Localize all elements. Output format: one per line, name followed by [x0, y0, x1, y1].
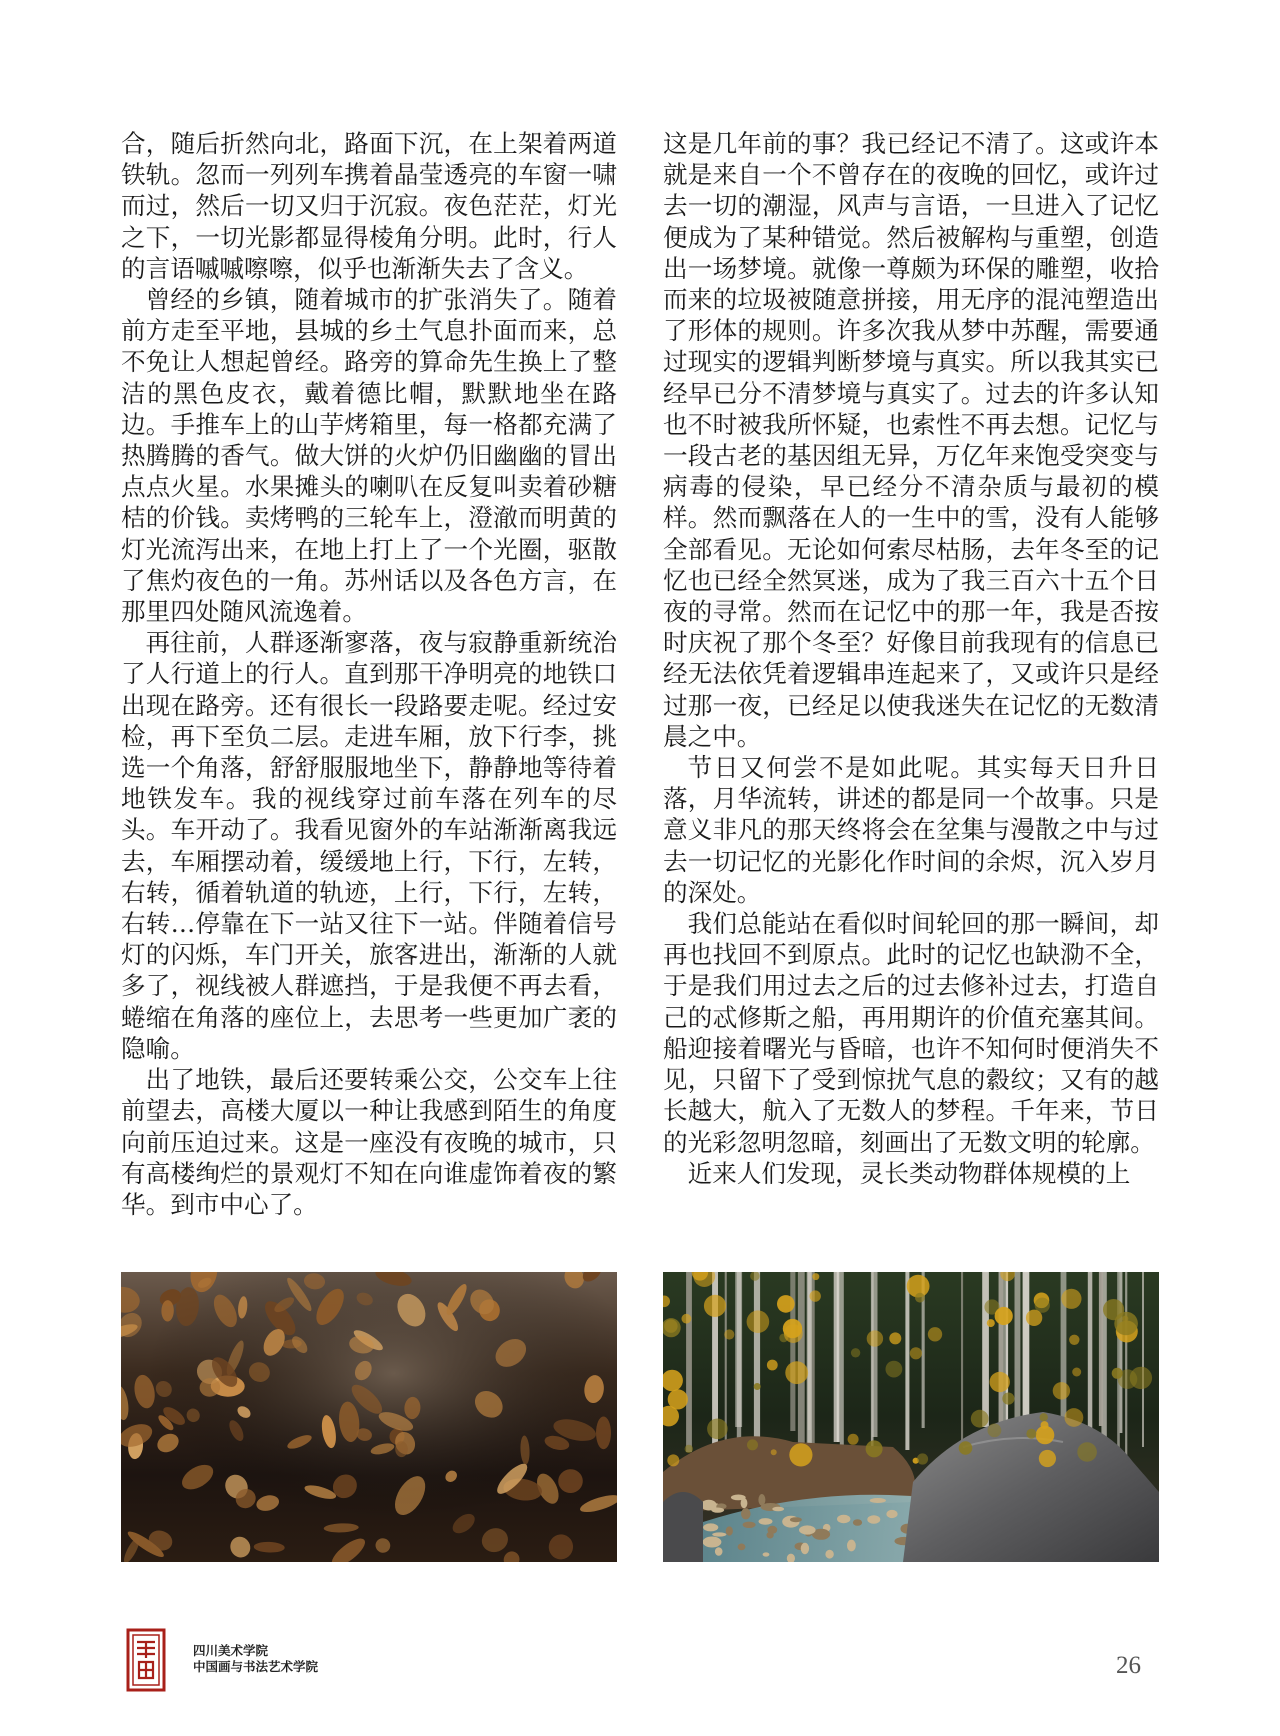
paragraph: 这是几年前的事？我已经记不清了。这或许本就是来自一个不曾存在的夜晚的回忆，或许过去一切的潮湿，风声与言语，一旦进入了记忆便成为了某种错觉。然后被解构与重塑，创造出一场梦境。就像一尊颇为环保的雕塑，收拾而来的垃圾被随意拼接，用无序的混沌塑造出了形体的规则。许多次我从梦中苏醒，需要通过现实的逻辑判断梦境与真实。所以我其实已经早已分不清梦境与真实了。过去的许多认知也不时被我所怀疑，也索性不再去想。记忆与一段古老的基因组无异，万亿年来饱受突变与病毒的侵染，早已经分不清杂质与最初的模样。然而飘落在人的一生中的雪，没有人能够全部看见。无论如何索尽枯肠，去年冬至的记忆也已经全然冥迷，成为了我三百六十五个日夜的寻常。然而在记忆中的那一年，我是否按时庆祝了那个冬至？好像目前我现有的信息已经无法依凭着逻辑串连起来了，又或许只是经过那一夜，已经足以使我迷失在记忆的无数清晨之中。	[663, 129, 1159, 751]
paragraph: 近来人们发现，灵长类动物群体规模的上	[687, 1158, 1131, 1188]
right-text-column	[663, 128, 1159, 1189]
left-text-column	[121, 128, 617, 1220]
institution-line-2: 中国画与书法艺术学院	[193, 1659, 319, 1674]
paragraph: 再往前，人群逐渐寥落，夜与寂静重新统治了人行道上的行人。直到那干净明亮的地铁口出现在路旁。还有很长一段路要走呢。经过安检，再下至负二层。走进车厢，放下行李，挑选一个角落，舒舒服服地坐下，静静地等待着地铁发车。我的视线穿过前车落在列车的尽头。车开动了。我看见窗外的车站渐渐离我远去，车厢摆动着，缓缓地上行，下行，左转，右转，循着轨道的轨迹，上行，下行，左转，右转…停靠在下一站又往下一站。伴随着信号灯的闪烁，车门开关，旅客进出，渐渐的人就多了，视线被人群遮挡，于是我便不再去看，蜷缩在角落的座位上，去思考一些更加广袤的隐喻。	[121, 628, 617, 1063]
forest-stream-photo	[663, 1272, 1159, 1562]
paragraph: 合，随后折然向北，路面下沉，在上架着两道铁轨。忽而一列列车携着晶莹透亮的车窗一啸而过，然后一切又归于沉寂。夜色茫茫，灯光之下，一切光影都显得棱角分明。此时，行人的言语嘁嘁嚓嚓，似乎也渐渐失去了含义。	[121, 129, 617, 283]
autumn-leaves-photo	[121, 1272, 617, 1562]
paragraph: 节日又何尝不是如此呢。其实每天日升日落，月华流转，讲述的都是同一个故事。只是意义非凡的那天终将会在坌集与漫散之中与过去一切记忆的光影化作时间的余烬，沉入岁月的深处。	[663, 753, 1159, 907]
page-number: 26	[1116, 1652, 1141, 1679]
paragraph: 曾经的乡镇，随着城市的扩张消失了。随着前方走至平地，县城的乡土气息扑面而来，总不免让人想起曾经。路旁的算命先生换上了整洁的黑色皮衣，戴着德比帽，默默地坐在路边。手推车上的山芋烤箱里，每一格都充满了热腾腾的香气。做大饼的火炉仍旧幽幽的冒出点点火星。水果摊头的喇叭在反复叫卖着砂糖桔的价钱。卖烤鸭的三轮车上，澄澈而明黄的灯光流泻出来，在地上打上了一个光圈，驱散了焦灼夜色的一角。苏州话以及各色方言，在那里四处随风流逸着。	[121, 285, 617, 627]
paragraph: 我们总能站在看似时间轮回的那一瞬间，却再也找回不到原点。此时的记忆也缺泐不全，于是我们用过去之后的过去修补过去，打造自己的忒修斯之船，再用期许的价值充塞其间。船迎接着曙光与昏暗，也许不知何时便消失不见，只留下了受到惊扰气息的縠纹；又有的越长越大，航入了无数人的梦程。千年来，节日的光彩忽明忽暗，刻画出了无数文明的轮廓。	[663, 909, 1159, 1157]
institution-name	[193, 1643, 318, 1675]
seal-logo	[126, 1628, 166, 1692]
paragraph: 出了地铁，最后还要转乘公交，公交车上往前望去，高楼大厦以一种让我感到陌生的角度向前压迫过来。这是一座没有夜晚的城市，只有高楼绚烂的景观灯不知在向谁虚饰着夜的繁华。到市中心了。	[121, 1065, 617, 1219]
institution-line-1: 四川美术学院	[193, 1643, 269, 1658]
